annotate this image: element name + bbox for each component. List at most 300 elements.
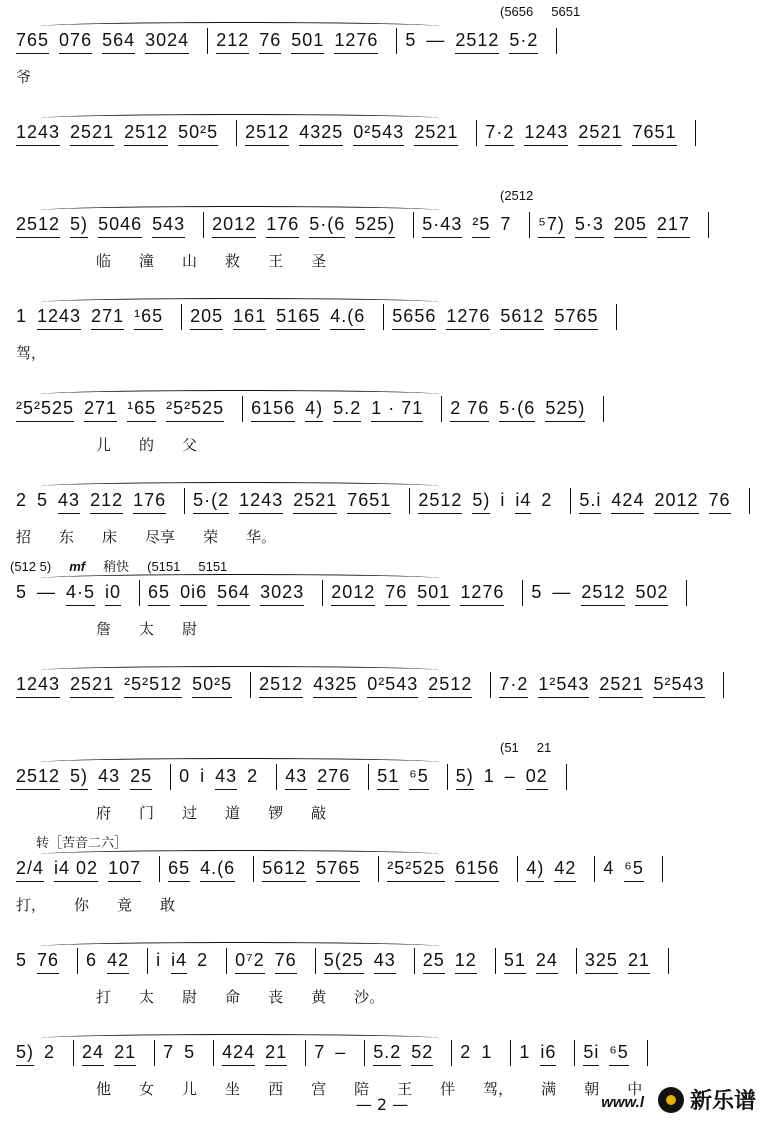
note-group: 2512 bbox=[16, 213, 61, 234]
note-group: 65 bbox=[148, 581, 171, 602]
barline bbox=[495, 948, 496, 974]
note-group: 43 bbox=[98, 765, 121, 786]
barline bbox=[476, 120, 477, 146]
barline bbox=[147, 948, 148, 974]
note-group: 4325 bbox=[313, 673, 358, 694]
lyric-word: 道 bbox=[225, 804, 241, 822]
barline bbox=[662, 856, 663, 882]
barline bbox=[570, 488, 571, 514]
note-group: 424 bbox=[611, 489, 645, 510]
lyric-word: 他 bbox=[96, 1080, 112, 1098]
note-group: 76 bbox=[37, 949, 60, 970]
note-group: 217 bbox=[656, 213, 690, 234]
note-group: 525) bbox=[355, 213, 396, 234]
note-group: 43 bbox=[58, 489, 81, 510]
note-group: i6 bbox=[540, 1041, 557, 1062]
lyric-word: 敢 bbox=[160, 896, 176, 914]
annotation: 5651 bbox=[551, 4, 581, 19]
barline bbox=[236, 120, 237, 146]
annotation-row bbox=[500, 188, 551, 203]
note-group: 4) bbox=[526, 857, 545, 878]
barline bbox=[708, 212, 709, 238]
slur-mark bbox=[40, 850, 440, 859]
note-group: 5) bbox=[16, 1041, 35, 1062]
annotation: 21 bbox=[536, 740, 552, 755]
lyric-word: 床 bbox=[102, 528, 118, 546]
note-group: 6156 bbox=[455, 857, 500, 878]
barline bbox=[686, 580, 687, 606]
note-group: 2/4 bbox=[16, 857, 45, 878]
barline bbox=[213, 1040, 214, 1066]
note-group: 5·(2 bbox=[193, 489, 230, 510]
note-group: 2521 bbox=[599, 673, 644, 694]
note-group: 2 bbox=[16, 489, 28, 510]
note-group: i0 bbox=[105, 581, 122, 602]
lyric-word: 招 bbox=[16, 528, 32, 546]
note-group: 212 bbox=[90, 489, 124, 510]
barline bbox=[522, 580, 523, 606]
note-group: ²5²512 bbox=[124, 673, 183, 694]
lyrics-row bbox=[16, 526, 754, 547]
barline bbox=[139, 580, 140, 606]
lyric-word: 太 bbox=[139, 620, 155, 638]
note-group: ¹65 bbox=[127, 397, 157, 418]
note-group: ²5²525 bbox=[387, 857, 446, 878]
lyric-word: 西 bbox=[268, 1080, 284, 1098]
lyric-word: 门 bbox=[139, 804, 155, 822]
note-group: 205 bbox=[190, 305, 224, 326]
lyric-word: 府 bbox=[96, 804, 112, 822]
note-group: ²5²525 bbox=[166, 397, 225, 418]
note-group: 5656 bbox=[392, 305, 437, 326]
note-group: 2012 bbox=[654, 489, 699, 510]
note-group: 2012 bbox=[212, 213, 257, 234]
annotation: (51 bbox=[500, 740, 519, 755]
note-group: 1243 bbox=[524, 121, 569, 142]
slur-mark bbox=[40, 298, 440, 307]
slur-mark bbox=[40, 114, 440, 123]
watermark-brand: 新乐谱 bbox=[689, 1089, 756, 1114]
barline bbox=[517, 856, 518, 882]
lyric-word: 圣 bbox=[311, 252, 327, 270]
note-group: 5) bbox=[70, 213, 89, 234]
note-group: 501 bbox=[417, 581, 451, 602]
lyric-word: 救 bbox=[225, 252, 241, 270]
notes-row bbox=[16, 672, 754, 698]
note-group: i bbox=[200, 765, 206, 786]
note-group: 0²543 bbox=[367, 673, 419, 694]
lyric-word: 临 bbox=[96, 252, 112, 270]
slur-mark bbox=[40, 758, 440, 767]
note-group: 5·(6 bbox=[309, 213, 346, 234]
lyrics-row bbox=[16, 986, 754, 1007]
note-group: 1243 bbox=[239, 489, 284, 510]
note-group: i bbox=[500, 489, 506, 510]
slur-mark bbox=[40, 390, 440, 399]
note-group: 76 bbox=[385, 581, 408, 602]
note-group: 2512 bbox=[245, 121, 290, 142]
note-group: 4.(6 bbox=[330, 305, 366, 326]
note-group: 0 bbox=[179, 765, 191, 786]
note-group: 7651 bbox=[347, 489, 392, 510]
note-group: 5 bbox=[405, 29, 417, 50]
notes-row bbox=[16, 856, 754, 882]
note-group: 52 bbox=[411, 1041, 434, 1062]
annotation: 5151 bbox=[198, 559, 228, 574]
barline bbox=[647, 1040, 648, 1066]
barline bbox=[305, 1040, 306, 1066]
note-group: 2512 bbox=[455, 29, 500, 50]
note-group: 2512 bbox=[259, 673, 304, 694]
note-group: 7651 bbox=[632, 121, 677, 142]
note-group: 76 bbox=[259, 29, 282, 50]
notes-row bbox=[16, 764, 754, 790]
note-group: 25 bbox=[422, 949, 445, 970]
note-group: 76 bbox=[274, 949, 297, 970]
note-group: — bbox=[37, 581, 57, 602]
lyric-word: 驾， bbox=[483, 1080, 514, 1098]
barline bbox=[364, 1040, 365, 1066]
note-group: 2 bbox=[541, 489, 553, 510]
note-group: 12 bbox=[454, 949, 477, 970]
note-group: 4) bbox=[305, 397, 324, 418]
lyric-word: 荣 bbox=[203, 528, 219, 546]
barline bbox=[253, 856, 254, 882]
annotation: (5151 bbox=[147, 559, 181, 574]
note-group: 2 bbox=[247, 765, 259, 786]
note-group: 21 bbox=[627, 949, 650, 970]
note-group: 5 bbox=[37, 489, 49, 510]
note-group: 5) bbox=[472, 489, 491, 510]
note-group: 21 bbox=[265, 1041, 288, 1062]
slur-mark bbox=[40, 942, 440, 951]
note-group: 276 bbox=[317, 765, 351, 786]
note-group: ⁶5 bbox=[409, 765, 429, 786]
note-group: 502 bbox=[635, 581, 669, 602]
note-group: 1 bbox=[483, 765, 495, 786]
note-group: 5765 bbox=[316, 857, 361, 878]
lyric-word: 詹 bbox=[96, 620, 112, 638]
barline bbox=[441, 396, 442, 422]
annotation-row bbox=[500, 4, 598, 19]
barline bbox=[749, 488, 750, 514]
barline bbox=[203, 212, 204, 238]
note-group: 5i bbox=[583, 1041, 600, 1062]
note-group: 765 bbox=[16, 29, 50, 50]
note-group: 5(25 bbox=[323, 949, 364, 970]
barline bbox=[159, 856, 160, 882]
lyric-word: 陪 bbox=[354, 1080, 370, 1098]
lyric-word: 的 bbox=[139, 436, 155, 454]
note-group: 1243 bbox=[16, 121, 61, 142]
note-group: 2512 bbox=[428, 673, 473, 694]
watermark-url: www.l bbox=[601, 1094, 644, 1111]
lyric-word: 尉 bbox=[182, 620, 198, 638]
note-group: 5) bbox=[455, 765, 474, 786]
note-group: 6 bbox=[86, 949, 98, 970]
note-group: 65 bbox=[168, 857, 191, 878]
note-group: 1 bbox=[519, 1041, 531, 1062]
lyric-word: 儿 bbox=[182, 1080, 198, 1098]
note-group: 6156 bbox=[251, 397, 296, 418]
note-group: 5612 bbox=[262, 857, 307, 878]
lyric-word: 沙。 bbox=[354, 988, 385, 1006]
barline bbox=[378, 856, 379, 882]
annotation: (2512 bbox=[500, 188, 534, 203]
lyric-word: 王 bbox=[397, 1080, 413, 1098]
note-group: 2512 bbox=[124, 121, 169, 142]
lyric-word: 宫 bbox=[311, 1080, 327, 1098]
note-group: – bbox=[335, 1041, 347, 1062]
lyric-word: 伴 bbox=[440, 1080, 456, 1098]
lyric-word: 坐 bbox=[225, 1080, 241, 1098]
annotation-row bbox=[36, 832, 145, 851]
lyric-word: 驾， bbox=[16, 344, 47, 362]
lyric-word: 王 bbox=[268, 252, 284, 270]
note-group: 271 bbox=[91, 305, 125, 326]
barline bbox=[396, 28, 397, 54]
notes-row bbox=[16, 120, 754, 146]
barline bbox=[616, 304, 617, 330]
notes-row bbox=[16, 580, 754, 606]
barline bbox=[603, 396, 604, 422]
lyric-word: 东 bbox=[59, 528, 75, 546]
barline bbox=[413, 212, 414, 238]
note-group: 1243 bbox=[37, 305, 82, 326]
lyric-word: 尽享 bbox=[145, 528, 176, 546]
note-group: 7·2 bbox=[499, 673, 529, 694]
note-group: 176 bbox=[266, 213, 300, 234]
barline bbox=[226, 948, 227, 974]
note-group: 161 bbox=[233, 305, 267, 326]
lyric-word: 敲 bbox=[311, 804, 327, 822]
barline bbox=[594, 856, 595, 882]
page-number: — 2 — bbox=[355, 1095, 409, 1114]
barline bbox=[414, 948, 415, 974]
lyric-word: 女 bbox=[139, 1080, 155, 1098]
lyric-word: 你 bbox=[74, 896, 90, 914]
note-group: ²5 bbox=[472, 213, 491, 234]
score-system bbox=[0, 1032, 764, 1142]
note-group: 2521 bbox=[70, 673, 115, 694]
note-group: 1243 bbox=[16, 673, 61, 694]
note-group: 0⁷2 bbox=[235, 949, 265, 970]
note-group: 4.(6 bbox=[200, 857, 236, 878]
lyric-word: 命 bbox=[225, 988, 241, 1006]
slur-mark bbox=[40, 22, 440, 31]
note-group: 43 bbox=[373, 949, 396, 970]
barline bbox=[181, 304, 182, 330]
barline bbox=[207, 28, 208, 54]
note-group: 176 bbox=[133, 489, 167, 510]
annotation: (5656 bbox=[500, 4, 534, 19]
note-group: 325 bbox=[584, 949, 618, 970]
note-group: 2 bbox=[197, 949, 209, 970]
note-group: 2521 bbox=[70, 121, 115, 142]
note-group: 5.2 bbox=[373, 1041, 402, 1062]
note-group: 564 bbox=[102, 29, 136, 50]
note-group: 1 bbox=[481, 1041, 493, 1062]
note-group: i4 02 bbox=[54, 857, 99, 878]
note-group: 424 bbox=[222, 1041, 256, 1062]
note-group: 42 bbox=[554, 857, 577, 878]
note-group: 50²5 bbox=[192, 673, 233, 694]
note-group: 7·2 bbox=[485, 121, 515, 142]
lyric-word: 黄 bbox=[311, 988, 327, 1006]
lyric-word: 打 bbox=[96, 988, 112, 1006]
barline bbox=[368, 764, 369, 790]
note-group: 5) bbox=[70, 765, 89, 786]
note-group: 42 bbox=[107, 949, 130, 970]
barline bbox=[170, 764, 171, 790]
lyric-word: 丧 bbox=[268, 988, 284, 1006]
note-group: i4 bbox=[171, 949, 188, 970]
note-group: 5·3 bbox=[574, 213, 604, 234]
note-group: 02 bbox=[525, 765, 548, 786]
note-group: — bbox=[426, 29, 446, 50]
note-group: 5·2 bbox=[509, 29, 539, 50]
barline bbox=[383, 304, 384, 330]
barline bbox=[447, 764, 448, 790]
note-group: 2 bbox=[44, 1041, 56, 1062]
lyric-word: 儿 bbox=[96, 436, 112, 454]
lyric-word: 爷 bbox=[16, 68, 32, 86]
lyric-word: 竟 bbox=[117, 896, 133, 914]
note-group: 2521 bbox=[293, 489, 338, 510]
note-group: 5 bbox=[16, 949, 28, 970]
lyric-word: 朝 bbox=[584, 1080, 600, 1098]
note-group: 51 bbox=[377, 765, 400, 786]
barline bbox=[529, 212, 530, 238]
note-group: ²5²525 bbox=[16, 397, 75, 418]
lyric-word: 潼 bbox=[139, 252, 155, 270]
note-group: 21 bbox=[114, 1041, 137, 1062]
note-group: 50²5 bbox=[178, 121, 219, 142]
note-group: 2 bbox=[460, 1041, 472, 1062]
note-group: i bbox=[156, 949, 162, 970]
annotation: 转［苦音二六］ bbox=[36, 835, 128, 850]
annotation-row bbox=[10, 556, 245, 575]
annotation: 稍快 bbox=[103, 559, 130, 574]
note-group: 5612 bbox=[500, 305, 545, 326]
note-group: ⁵7) bbox=[538, 213, 565, 234]
lyrics-row bbox=[16, 802, 754, 823]
barline bbox=[574, 1040, 575, 1066]
note-group: i4 bbox=[515, 489, 532, 510]
slur-mark bbox=[40, 206, 440, 215]
note-group: 5.i bbox=[579, 489, 602, 510]
note-group: — bbox=[552, 581, 572, 602]
note-group: 0²543 bbox=[353, 121, 405, 142]
note-group: 2512 bbox=[418, 489, 463, 510]
barline bbox=[315, 948, 316, 974]
note-group: – bbox=[504, 765, 516, 786]
note-group: 43 bbox=[215, 765, 238, 786]
barline bbox=[510, 1040, 511, 1066]
lyrics-row bbox=[16, 66, 754, 87]
slur-mark bbox=[40, 666, 440, 675]
notes-row bbox=[16, 212, 754, 238]
barline bbox=[250, 672, 251, 698]
slur-mark bbox=[40, 574, 440, 583]
barline bbox=[723, 672, 724, 698]
lyric-word: 满 bbox=[541, 1080, 557, 1098]
note-group: 271 bbox=[84, 397, 118, 418]
note-group: 501 bbox=[291, 29, 325, 50]
barline bbox=[490, 672, 491, 698]
note-group: 5046 bbox=[98, 213, 143, 234]
lyric-word: 山 bbox=[182, 252, 198, 270]
note-group: 3023 bbox=[260, 581, 305, 602]
note-group: 2521 bbox=[414, 121, 459, 142]
note-group: 3024 bbox=[145, 29, 190, 50]
barline bbox=[451, 1040, 452, 1066]
slur-mark bbox=[40, 1034, 440, 1043]
lyrics-row bbox=[16, 894, 754, 915]
annotation-row bbox=[500, 740, 569, 755]
note-group: 43 bbox=[285, 765, 308, 786]
barline bbox=[276, 764, 277, 790]
barline bbox=[77, 948, 78, 974]
note-group: 0i6 bbox=[180, 581, 208, 602]
note-group: ¹65 bbox=[134, 305, 164, 326]
note-group: 5²543 bbox=[653, 673, 705, 694]
lyric-word: 太 bbox=[139, 988, 155, 1006]
note-group: 2512 bbox=[581, 581, 626, 602]
note-group: 24 bbox=[535, 949, 558, 970]
note-group: 212 bbox=[216, 29, 250, 50]
note-group: 7 bbox=[163, 1041, 175, 1062]
note-group: 5165 bbox=[276, 305, 321, 326]
note-group: 543 bbox=[152, 213, 186, 234]
note-group: 4 bbox=[603, 857, 615, 878]
note-group: 564 bbox=[217, 581, 251, 602]
note-group: 76 bbox=[708, 489, 731, 510]
note-group: ⁶5 bbox=[624, 857, 644, 878]
annotation: (512 5) bbox=[10, 559, 52, 574]
notes-row bbox=[16, 488, 754, 514]
note-group: 2012 bbox=[331, 581, 376, 602]
note-group: 7 bbox=[500, 213, 512, 234]
note-group: 5 bbox=[16, 581, 28, 602]
note-group: 24 bbox=[82, 1041, 105, 1062]
note-group: 2 76 bbox=[450, 397, 490, 418]
note-group: 5 bbox=[531, 581, 543, 602]
lyrics-row bbox=[16, 342, 754, 363]
note-group: 2521 bbox=[578, 121, 623, 142]
slur-mark bbox=[40, 482, 440, 491]
music-disc-icon bbox=[658, 1087, 684, 1113]
note-group: 1 bbox=[16, 305, 28, 326]
lyric-word: 尉 bbox=[182, 988, 198, 1006]
note-group: 107 bbox=[108, 857, 142, 878]
note-group: 5·(6 bbox=[499, 397, 536, 418]
lyric-word: 中 bbox=[627, 1080, 643, 1098]
note-group: 525) bbox=[545, 397, 586, 418]
note-group: 1²543 bbox=[538, 673, 590, 694]
barline bbox=[154, 1040, 155, 1066]
barline bbox=[184, 488, 185, 514]
lyrics-row bbox=[16, 250, 754, 271]
note-group: 1276 bbox=[446, 305, 491, 326]
note-group: 25 bbox=[130, 765, 153, 786]
barline bbox=[576, 948, 577, 974]
notes-row bbox=[16, 396, 754, 422]
barline bbox=[695, 120, 696, 146]
lyric-word: 过 bbox=[182, 804, 198, 822]
note-group: 5765 bbox=[554, 305, 599, 326]
note-group: 1276 bbox=[334, 29, 379, 50]
